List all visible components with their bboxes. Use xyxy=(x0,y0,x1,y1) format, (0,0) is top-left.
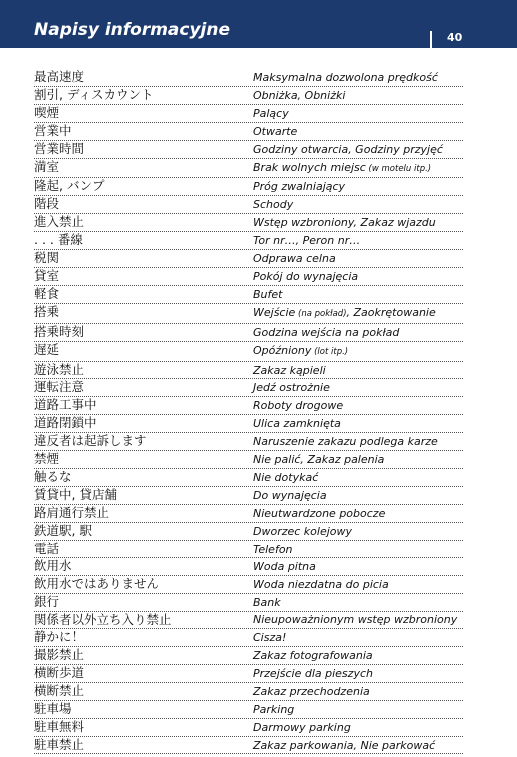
japanese-sign-text: 営業中 xyxy=(34,122,72,138)
polish-translation xyxy=(253,665,463,682)
page-number: 40 xyxy=(447,31,463,44)
japanese-sign-text: 銀行 xyxy=(34,594,60,610)
table-row xyxy=(34,701,463,719)
translation-text: Schody xyxy=(253,198,294,212)
polish-translation xyxy=(253,558,463,575)
translation-text: Godzina wejścia na pokład xyxy=(253,325,400,339)
japanese-sign-text: 遅延 xyxy=(34,341,60,357)
page-header xyxy=(0,0,517,48)
polish-translation xyxy=(253,612,463,627)
translation-text: Palący xyxy=(253,106,289,120)
polish-translation xyxy=(253,342,463,361)
polish-translation xyxy=(253,214,463,231)
table-row xyxy=(34,342,463,362)
translation-text: Nieupoważnionym wstęp wzbroniony xyxy=(253,613,458,627)
polish-translation xyxy=(253,397,463,414)
table-row xyxy=(34,683,463,701)
polish-translation xyxy=(253,541,463,558)
polish-translation xyxy=(253,737,463,754)
translation-text: Roboty drogowe xyxy=(253,399,344,413)
table-row xyxy=(34,379,463,397)
table-row xyxy=(34,397,463,415)
table-row xyxy=(34,250,463,268)
japanese-sign-text: . . . 番線 xyxy=(34,232,83,248)
translation-text: Jedź ostrożnie xyxy=(253,381,330,395)
table-row xyxy=(34,523,463,541)
translation-text: Brak wolnych miejsc xyxy=(253,160,366,174)
japanese-sign-text: 電話 xyxy=(34,540,60,556)
japanese-sign-text: 駐車禁止 xyxy=(34,736,85,752)
polish-translation xyxy=(253,324,463,341)
japanese-sign-text: 禁煙 xyxy=(34,451,60,467)
polish-translation xyxy=(253,647,463,664)
polish-translation xyxy=(253,196,463,213)
table-row xyxy=(34,196,463,214)
polish-translation xyxy=(253,250,463,267)
translation-text: Zakaz kąpieli xyxy=(253,363,326,377)
table-row xyxy=(34,159,463,179)
polish-translation xyxy=(253,505,463,522)
japanese-sign-text: 駐車無料 xyxy=(34,718,85,734)
translation-note: (lot itp.) xyxy=(311,346,349,357)
polish-translation xyxy=(253,469,463,486)
table-row xyxy=(34,286,463,304)
table-row xyxy=(34,141,463,159)
table-row xyxy=(34,324,463,342)
polish-translation xyxy=(253,594,463,611)
table-row xyxy=(34,719,463,737)
translation-text: Pokój do wynajęcia xyxy=(253,269,359,283)
polish-translation xyxy=(253,178,463,195)
japanese-sign-text: 満室 xyxy=(34,158,60,174)
table-row xyxy=(34,87,463,105)
polish-translation xyxy=(253,719,463,736)
japanese-sign-text: 税関 xyxy=(34,250,60,266)
japanese-sign-text: 撮影禁止 xyxy=(34,647,85,662)
table-row xyxy=(34,665,463,683)
polish-translation xyxy=(253,683,463,700)
translation-text: Opóźniony xyxy=(253,343,312,357)
table-row xyxy=(34,232,463,250)
translation-text: Zakaz fotografowania xyxy=(253,649,373,662)
japanese-sign-text: 軽食 xyxy=(34,285,60,301)
translation-text: Telefon xyxy=(253,542,293,556)
polish-translation xyxy=(253,304,463,323)
table-row xyxy=(34,214,463,232)
japanese-sign-text: 営業時間 xyxy=(34,140,85,156)
japanese-sign-text: 横断歩道 xyxy=(34,664,85,680)
table-row xyxy=(34,178,463,196)
translation-text: Bank xyxy=(253,596,281,610)
table-row xyxy=(34,594,463,612)
japanese-sign-text: 飲用水 xyxy=(34,558,72,574)
japanese-sign-text: 路肩通行禁止 xyxy=(34,504,110,520)
table-row xyxy=(34,541,463,559)
table-row xyxy=(34,505,463,523)
translation-text: Woda pitna xyxy=(253,560,316,574)
translation-text: Parking xyxy=(253,702,295,716)
table-row xyxy=(34,647,463,665)
table-row xyxy=(34,415,463,433)
japanese-sign-text: 搭乗時刻 xyxy=(34,323,85,339)
table-row xyxy=(34,105,463,123)
polish-translation xyxy=(253,576,463,593)
polish-translation xyxy=(253,141,463,158)
table-row xyxy=(34,487,463,505)
polish-translation xyxy=(253,159,463,178)
translation-text: Maksymalna dozwolona prędkość xyxy=(253,71,438,84)
polish-translation xyxy=(253,232,463,249)
japanese-sign-text: 隆起, バンプ xyxy=(34,178,105,194)
table-row xyxy=(34,268,463,286)
translation-note: (na pokład) xyxy=(295,308,347,319)
polish-translation xyxy=(253,451,463,468)
japanese-sign-text: 静かに！ xyxy=(34,629,85,645)
japanese-sign-text: 割引, ディスカウント xyxy=(34,86,154,102)
table-row xyxy=(34,123,463,141)
japanese-sign-text: 横断禁止 xyxy=(34,682,85,698)
japanese-sign-text: 鉄道駅, 駅 xyxy=(34,522,92,538)
japanese-sign-text: 貸室 xyxy=(34,267,60,283)
table-row xyxy=(34,737,463,755)
japanese-sign-text: 遊泳禁止 xyxy=(34,361,85,377)
japanese-sign-text: 触るな xyxy=(34,468,72,484)
polish-translation xyxy=(253,87,463,104)
polish-translation xyxy=(253,487,463,504)
japanese-sign-text: 飲用水ではありません xyxy=(34,576,160,592)
translation-text: Do wynajęcia xyxy=(253,488,327,502)
japanese-sign-text: 関係者以外立ち入り禁止 xyxy=(34,612,172,628)
polish-translation xyxy=(253,105,463,122)
translation-text: Nieutwardzone pobocze xyxy=(253,506,386,520)
table-row xyxy=(34,612,463,629)
translation-text: Darmowy parking xyxy=(253,720,351,734)
polish-translation xyxy=(253,629,463,646)
translation-text: Woda niezdatna do picia xyxy=(253,578,389,592)
translation-text: Dworzec kolejowy xyxy=(253,524,353,538)
translation-text: Odprawa celna xyxy=(253,252,336,266)
translation-text: Zakaz przechodzenia xyxy=(253,684,370,698)
translation-text: Wejście xyxy=(253,305,296,319)
table-row xyxy=(34,451,463,469)
polish-translation xyxy=(253,69,463,86)
japanese-sign-text: 駐車場 xyxy=(34,700,72,716)
translation-text: Godziny otwarcia, Godziny przyjęć xyxy=(253,142,443,156)
translation-text: Próg zwalniający xyxy=(253,180,346,194)
translation-text: Wstęp wzbroniony, Zakaz wjazdu xyxy=(253,216,436,230)
table-row xyxy=(34,362,463,380)
japanese-sign-text: 階段 xyxy=(34,196,60,212)
table-row xyxy=(34,576,463,594)
page-title: Napisy informacyjne xyxy=(34,20,231,40)
polish-translation xyxy=(253,379,463,396)
translation-text: Nie palić, Zakaz palenia xyxy=(253,453,385,467)
translation-text: Otwarte xyxy=(253,124,298,138)
translation-text: Ulica zamknięta xyxy=(253,417,341,431)
table-row xyxy=(34,433,463,451)
translation-text-continued: , Zaokrętowanie xyxy=(346,305,436,319)
polish-translation xyxy=(253,701,463,718)
table-row xyxy=(34,69,463,87)
polish-translation xyxy=(253,268,463,285)
japanese-sign-text: 搭乗 xyxy=(34,303,60,319)
polish-translation xyxy=(253,123,463,140)
translation-text: Nie dotykać xyxy=(253,470,319,484)
polish-translation xyxy=(253,286,463,303)
table-row xyxy=(34,304,463,324)
polish-translation xyxy=(253,415,463,432)
translation-text: Przejście dla pieszych xyxy=(253,666,373,680)
translation-note: (w motelu itp.) xyxy=(365,163,432,174)
sign-phrase-table xyxy=(34,69,463,754)
translation-text: Zakaz parkowania, Nie parkować xyxy=(253,738,436,752)
japanese-sign-text: 道路工事中 xyxy=(34,397,97,413)
japanese-sign-text: 進入禁止 xyxy=(34,214,85,230)
polish-translation xyxy=(253,523,463,540)
japanese-sign-text: 最高速度 xyxy=(34,69,85,84)
japanese-sign-text: 運転注意 xyxy=(34,379,85,395)
translation-text: Obniżka, Obniżki xyxy=(253,88,346,102)
translation-text: Cisza! xyxy=(253,631,287,645)
japanese-sign-text: 賃貸中, 貸店舗 xyxy=(34,486,117,502)
japanese-sign-text: 道路閉鎖中 xyxy=(34,415,97,431)
table-row xyxy=(34,558,463,576)
japanese-sign-text: 違反者は起訴します xyxy=(34,433,147,449)
translation-text: Bufet xyxy=(253,287,283,301)
translation-text: Tor nr…, Peron nr… xyxy=(253,234,361,248)
japanese-sign-text: 喫煙 xyxy=(34,104,60,120)
header-divider xyxy=(430,31,432,48)
polish-translation xyxy=(253,362,463,379)
table-row xyxy=(34,469,463,487)
table-row xyxy=(34,629,463,647)
polish-translation xyxy=(253,433,463,450)
translation-text: Naruszenie zakazu podlega karze xyxy=(253,435,438,449)
